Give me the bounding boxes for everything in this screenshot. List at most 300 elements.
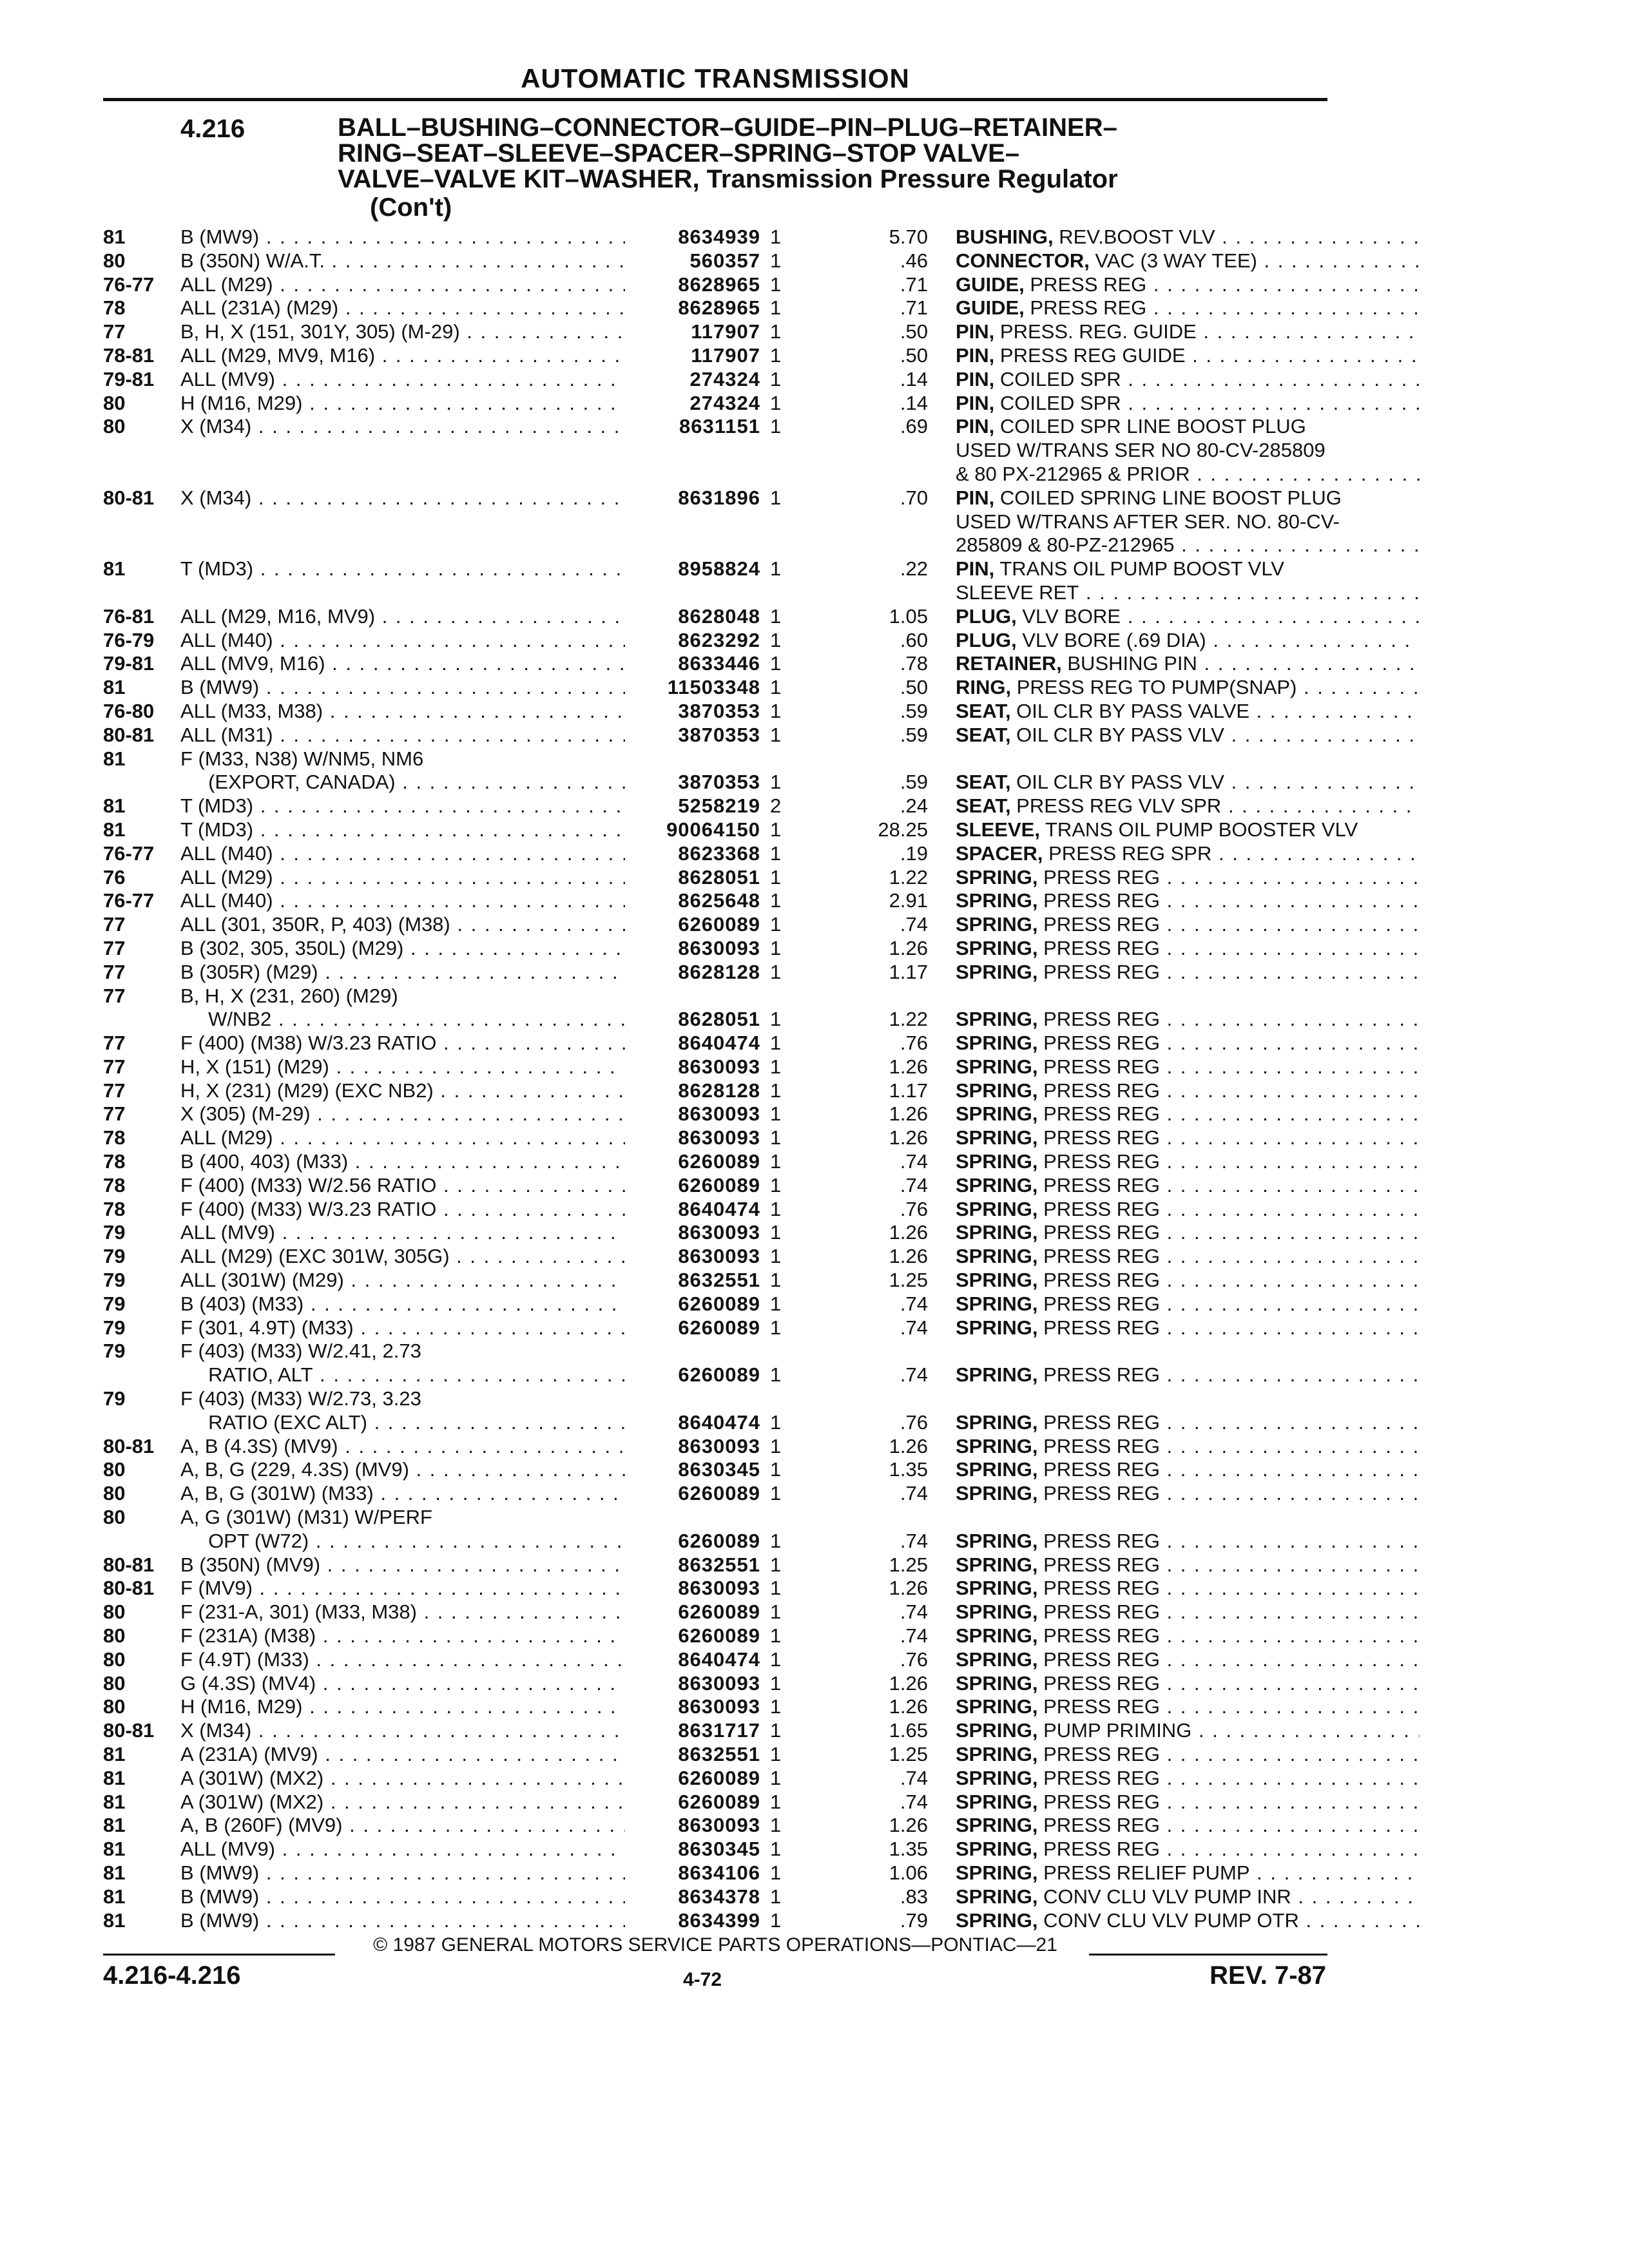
row-part-number: 8628965 bbox=[678, 296, 760, 320]
row-year: 76-81 bbox=[103, 604, 155, 628]
row-application: F (403) (M33) W/2.73, 3.23 bbox=[180, 1387, 421, 1410]
row-part-name: RING, bbox=[956, 676, 1012, 699]
row-part-number: 6260089 bbox=[678, 913, 760, 936]
row-year: 80-81 bbox=[103, 1719, 155, 1742]
row-part-detail: PRESS REG bbox=[1024, 296, 1147, 320]
row-year: 80-81 bbox=[103, 1553, 155, 1576]
row-price: 1.22 bbox=[889, 1008, 928, 1031]
row-application: A, B (260F) (MV9) . . . bbox=[180, 1814, 625, 1838]
parts-row bbox=[103, 1600, 1327, 1624]
row-part-detail: PRESS REG bbox=[1037, 889, 1160, 912]
row-quantity: 1 bbox=[770, 1624, 782, 1648]
row-quantity: 1 bbox=[770, 1434, 782, 1457]
row-year: 80 bbox=[103, 1482, 126, 1505]
section-title bbox=[338, 115, 1330, 192]
row-description bbox=[956, 629, 1420, 653]
row-description bbox=[956, 557, 1420, 581]
row-year: 76-79 bbox=[103, 628, 155, 651]
parts-row bbox=[103, 985, 1327, 1008]
section-title-line-3 bbox=[338, 166, 1330, 192]
row-part-name: SPRING, bbox=[956, 1221, 1038, 1244]
parts-row bbox=[103, 249, 1327, 273]
row-description bbox=[956, 296, 1420, 320]
row-quantity: 1 bbox=[770, 1648, 782, 1671]
row-description bbox=[956, 771, 1420, 794]
row-part-detail: COILED SPR bbox=[994, 367, 1121, 390]
row-year: 80-81 bbox=[103, 486, 155, 509]
row-part-detail: OIL CLR BY PASS VALVE bbox=[1010, 699, 1250, 722]
parts-row bbox=[103, 1221, 1327, 1245]
row-part-number: 8630093 bbox=[678, 1245, 760, 1268]
row-quantity: 1 bbox=[770, 818, 782, 841]
row-application: F (400) (M33) W/2.56 RATIO . . . bbox=[180, 1174, 625, 1198]
row-price: .74 bbox=[900, 1529, 928, 1552]
row-quantity: 1 bbox=[770, 1245, 782, 1268]
row-quantity: 1 bbox=[770, 273, 782, 296]
parts-row bbox=[103, 961, 1327, 985]
row-description bbox=[956, 866, 1420, 890]
row-part-number: 8630093 bbox=[678, 1221, 760, 1244]
row-quantity: 1 bbox=[770, 652, 782, 675]
row-part-name: SEAT, bbox=[956, 723, 1011, 746]
row-part-name: PIN, bbox=[956, 486, 995, 509]
row-part-number: 8630093 bbox=[678, 1102, 760, 1126]
row-price: 1.26 bbox=[889, 936, 928, 959]
row-application: B (MW9) . . . bbox=[180, 1885, 625, 1909]
parts-list bbox=[103, 226, 1358, 1932]
row-part-name: PLUG, bbox=[956, 604, 1017, 628]
row-year: 78 bbox=[103, 296, 126, 320]
row-application: ALL (M40) . . . bbox=[180, 842, 625, 866]
row-year: 81 bbox=[103, 1885, 126, 1908]
row-part-name: PIN, bbox=[956, 415, 995, 438]
row-quantity: 1 bbox=[770, 1908, 782, 1932]
row-application: A, B, G (301W) (M33) . . . bbox=[180, 1482, 625, 1506]
row-part-name: SPRING, bbox=[956, 1600, 1038, 1624]
row-part-name: SPRING, bbox=[956, 1885, 1038, 1908]
row-year: 79 bbox=[103, 1387, 126, 1410]
row-part-name: SPRING, bbox=[956, 1838, 1038, 1861]
row-quantity: 1 bbox=[770, 1577, 782, 1600]
row-quantity: 1 bbox=[770, 1008, 782, 1031]
row-application: X (M34) . . . bbox=[180, 486, 625, 510]
row-quantity: 1 bbox=[770, 1529, 782, 1552]
row-application: G (4.3S) (MV4) . . . bbox=[180, 1672, 625, 1696]
row-year: 79 bbox=[103, 1292, 126, 1315]
row-application: F (M33, N38) W/NM5, NM6 bbox=[180, 747, 424, 770]
row-description bbox=[956, 1126, 1420, 1150]
row-description bbox=[956, 818, 1420, 842]
row-part-number: 8633446 bbox=[678, 652, 760, 675]
parts-row bbox=[103, 1885, 1327, 1909]
row-part-number: 8632551 bbox=[678, 1743, 760, 1765]
row-application: B (MW9) . . . bbox=[180, 1909, 625, 1933]
row-part-number: 8634378 bbox=[678, 1885, 760, 1908]
row-quantity: 1 bbox=[770, 1790, 782, 1813]
parts-row bbox=[103, 1791, 1327, 1814]
row-part-name: SPRING, bbox=[956, 960, 1038, 983]
row-part-number: 8640474 bbox=[678, 1197, 760, 1220]
row-application: T (MD3) . . . bbox=[180, 794, 625, 818]
row-part-name: PIN, bbox=[956, 367, 995, 390]
row-year: 80-81 bbox=[103, 1577, 155, 1600]
row-year: 80 bbox=[103, 415, 126, 438]
row-quantity: 1 bbox=[770, 415, 782, 438]
row-part-detail: SLEEVE RET bbox=[956, 581, 1079, 604]
row-description bbox=[956, 1435, 1420, 1459]
parts-row bbox=[103, 1269, 1327, 1293]
row-application: ALL (MV9, M16) . . . bbox=[180, 652, 625, 676]
parts-row bbox=[103, 1577, 1327, 1600]
row-description bbox=[956, 1316, 1420, 1340]
row-price: 1.17 bbox=[889, 1079, 928, 1102]
row-description bbox=[956, 1055, 1420, 1079]
row-quantity: 1 bbox=[770, 1719, 782, 1742]
section-title-line-3-bold: VALVE–VALVE KIT–WASHER, bbox=[338, 165, 700, 193]
row-part-detail: PRESS REG GUIDE bbox=[994, 343, 1186, 367]
row-part-number: 8640474 bbox=[678, 1410, 760, 1434]
row-price: .22 bbox=[900, 557, 928, 581]
row-description bbox=[956, 724, 1420, 747]
parts-row bbox=[103, 889, 1327, 913]
row-part-name: SPRING, bbox=[956, 1695, 1038, 1718]
row-quantity: 1 bbox=[770, 1885, 782, 1908]
row-application: F (400) (M38) W/3.23 RATIO . . . bbox=[180, 1032, 625, 1055]
row-application: W/NB2 . . . bbox=[180, 1008, 625, 1032]
row-part-number: 274324 bbox=[689, 391, 760, 414]
row-application: A (231A) (MV9) . . . bbox=[180, 1743, 625, 1767]
row-part-detail: TRANS OIL PUMP BOOSTER VLV bbox=[1039, 818, 1358, 841]
parts-row bbox=[103, 1316, 1327, 1340]
row-description bbox=[956, 1174, 1420, 1198]
row-part-number: 3870353 bbox=[678, 771, 760, 794]
row-application: ALL (M40) . . . bbox=[180, 629, 625, 653]
row-part-name: SPRING, bbox=[956, 1008, 1038, 1031]
row-description bbox=[956, 1411, 1420, 1435]
row-description bbox=[956, 463, 1420, 486]
row-price: 1.35 bbox=[889, 1458, 928, 1481]
row-application: B (MW9) . . . bbox=[180, 676, 625, 700]
parts-row bbox=[103, 1150, 1327, 1174]
row-price: .14 bbox=[900, 367, 928, 390]
row-price: 1.26 bbox=[889, 1671, 928, 1695]
row-description bbox=[956, 605, 1420, 629]
row-part-detail: PRESS REG bbox=[1037, 960, 1160, 983]
row-price: .60 bbox=[900, 628, 928, 651]
row-part-name: SPRING, bbox=[956, 1458, 1038, 1481]
row-quantity: 1 bbox=[770, 1814, 782, 1837]
row-year: 81 bbox=[103, 747, 126, 770]
row-part-detail: PRESS REG bbox=[1037, 1150, 1160, 1173]
row-application: ALL (MV9) . . . bbox=[180, 1838, 625, 1861]
row-description bbox=[956, 1008, 1420, 1032]
row-quantity: 1 bbox=[770, 889, 782, 912]
row-price: .70 bbox=[900, 486, 928, 509]
row-part-name: PIN, bbox=[956, 391, 995, 414]
row-part-name: SPRING, bbox=[956, 1173, 1038, 1196]
row-part-number: 6260089 bbox=[678, 1529, 760, 1552]
row-price: .50 bbox=[900, 343, 928, 367]
parts-row bbox=[103, 1719, 1327, 1743]
row-application: A, B (4.3S) (MV9) . . . bbox=[180, 1435, 625, 1459]
row-year: 77 bbox=[103, 936, 126, 959]
parts-row bbox=[103, 1411, 1327, 1435]
row-quantity: 1 bbox=[770, 1316, 782, 1339]
row-application: RATIO, ALT . . . bbox=[180, 1363, 625, 1387]
row-quantity: 1 bbox=[770, 1671, 782, 1695]
row-application: ALL (M29) . . . bbox=[180, 1126, 625, 1150]
row-application: A, B, G (229, 4.3S) (MV9) . . . bbox=[180, 1458, 625, 1482]
parts-row bbox=[103, 273, 1327, 297]
parts-row bbox=[103, 510, 1340, 534]
parts-row bbox=[103, 842, 1327, 866]
row-quantity: 1 bbox=[770, 1458, 782, 1481]
row-description bbox=[956, 1838, 1420, 1861]
row-part-detail: PRESS REG bbox=[1037, 1790, 1160, 1813]
row-description bbox=[956, 1150, 1420, 1174]
row-part-number: 8630093 bbox=[678, 936, 760, 959]
row-price: .83 bbox=[900, 1885, 928, 1908]
row-part-detail: PRESS REG bbox=[1024, 273, 1147, 296]
row-quantity: 1 bbox=[770, 604, 782, 628]
row-part-name: SPRING, bbox=[956, 1529, 1038, 1552]
row-year: 77 bbox=[103, 1032, 126, 1055]
row-quantity: 1 bbox=[770, 249, 782, 272]
row-part-detail: PRESS RELIEF PUMP bbox=[1037, 1861, 1250, 1884]
row-application: B (305R) (M29) . . . bbox=[180, 961, 625, 985]
row-application: T (MD3) . . . bbox=[180, 818, 625, 842]
row-part-detail: PRESS REG bbox=[1037, 1197, 1160, 1220]
parts-row bbox=[103, 439, 1327, 463]
parts-row bbox=[103, 463, 1327, 486]
row-price: 1.26 bbox=[889, 1814, 928, 1837]
row-price: 1.35 bbox=[889, 1838, 928, 1861]
parts-row bbox=[103, 747, 1327, 771]
row-year: 77 bbox=[103, 1079, 126, 1102]
row-part-name: SPRING, bbox=[956, 1671, 1038, 1695]
row-quantity: 1 bbox=[770, 1079, 782, 1102]
section-title-line-2: RING–SEAT–SLEEVE–SPACER–SPRING–STOP VALVE– bbox=[338, 139, 1020, 168]
row-description bbox=[956, 486, 1420, 510]
row-part-number: 8630093 bbox=[678, 1434, 760, 1457]
row-description bbox=[956, 889, 1420, 913]
row-part-number: 274324 bbox=[689, 367, 760, 390]
row-part-number: 117907 bbox=[691, 320, 760, 343]
row-part-name: SPRING, bbox=[956, 1197, 1038, 1220]
row-part-detail: TRANS OIL PUMP BOOST VLV bbox=[994, 557, 1284, 581]
row-part-name: SPRING, bbox=[956, 1434, 1038, 1457]
parts-row bbox=[103, 296, 1327, 320]
row-description bbox=[956, 1032, 1420, 1055]
row-application: F (MV9) . . . bbox=[180, 1577, 625, 1600]
row-price: .76 bbox=[900, 1410, 928, 1434]
row-description bbox=[956, 1885, 1420, 1909]
row-quantity: 1 bbox=[770, 1410, 782, 1434]
row-part-number: 117907 bbox=[691, 343, 760, 367]
section-title-line-1: BALL–BUSHING–CONNECTOR–GUIDE–PIN–PLUG–RETAINER– bbox=[338, 113, 1117, 142]
row-part-name: SPRING, bbox=[956, 1150, 1038, 1173]
row-description bbox=[956, 700, 1420, 724]
row-part-detail: PRESS REG bbox=[1037, 1600, 1160, 1624]
row-price: .71 bbox=[900, 296, 928, 320]
row-part-name: RETAINER, bbox=[956, 652, 1062, 675]
row-year: 77 bbox=[103, 960, 126, 983]
row-part-name: SPRING, bbox=[956, 1079, 1038, 1102]
row-quantity: 1 bbox=[770, 1055, 782, 1078]
row-part-number: 8628128 bbox=[678, 960, 760, 983]
row-description bbox=[956, 1624, 1420, 1648]
row-year: 77 bbox=[103, 320, 126, 343]
row-part-detail: BUSHING PIN bbox=[1061, 652, 1197, 675]
row-application: ALL (301, 350R, P, 403) (M38) . . . bbox=[180, 913, 625, 937]
row-part-number: 8634106 bbox=[678, 1861, 760, 1884]
row-part-number: 8958824 bbox=[678, 557, 760, 581]
row-quantity: 1 bbox=[770, 1173, 782, 1196]
row-description bbox=[956, 510, 1420, 534]
row-description bbox=[956, 1743, 1420, 1767]
row-application: RATIO (EXC ALT) . . . bbox=[180, 1411, 625, 1435]
row-price: 1.26 bbox=[889, 1577, 928, 1600]
row-part-detail: VLV BORE (.69 DIA) bbox=[1016, 628, 1206, 651]
parts-row bbox=[103, 1482, 1327, 1506]
parts-row bbox=[103, 1814, 1327, 1838]
row-part-name: PIN, bbox=[956, 557, 995, 581]
row-part-detail: PRESS REG bbox=[1037, 1624, 1160, 1648]
row-part-name: SPRING, bbox=[956, 1269, 1038, 1292]
row-part-name: SPRING, bbox=[956, 1814, 1038, 1837]
row-application: F (4.9T) (M33) . . . bbox=[180, 1648, 625, 1672]
row-part-name: SPRING, bbox=[956, 1055, 1038, 1078]
row-part-detail: PRESS REG bbox=[1037, 1838, 1160, 1861]
parts-row bbox=[103, 1008, 1327, 1032]
row-description bbox=[956, 1269, 1420, 1293]
row-quantity: 1 bbox=[770, 841, 782, 865]
row-year: 76-77 bbox=[103, 273, 155, 296]
parts-row bbox=[103, 581, 1327, 605]
row-part-name: GUIDE, bbox=[956, 296, 1025, 320]
row-quantity: 1 bbox=[770, 1600, 782, 1624]
row-description bbox=[956, 1079, 1420, 1103]
row-part-detail: USED W/TRANS SER NO 80-CV-285809 bbox=[956, 439, 1325, 462]
row-part-number: 8631717 bbox=[678, 1719, 760, 1742]
row-part-name: SPRING, bbox=[956, 1553, 1038, 1576]
row-quantity: 1 bbox=[770, 1363, 782, 1387]
parts-row bbox=[103, 1695, 1327, 1719]
row-part-number: 8628051 bbox=[678, 1008, 760, 1031]
row-description bbox=[956, 439, 1420, 463]
section-continued: (Con't) bbox=[370, 193, 452, 222]
row-part-number: 8630093 bbox=[678, 1814, 760, 1837]
row-year: 79-81 bbox=[103, 652, 155, 675]
row-application: ALL (M29) . . . bbox=[180, 273, 625, 297]
row-part-number: 8623368 bbox=[678, 841, 760, 865]
row-description bbox=[956, 581, 1420, 605]
row-application: A (301W) (MX2) . . . bbox=[180, 1767, 625, 1791]
row-part-name: SPRING, bbox=[956, 865, 1038, 889]
row-quantity: 2 bbox=[770, 794, 782, 818]
row-part-number: 6260089 bbox=[678, 1292, 760, 1315]
row-description bbox=[956, 652, 1420, 676]
row-part-number: 560357 bbox=[689, 249, 760, 272]
row-price: .74 bbox=[900, 1363, 928, 1387]
row-part-number: 8630093 bbox=[678, 1126, 760, 1149]
row-part-name: PIN, bbox=[956, 320, 995, 343]
row-part-number: 6260089 bbox=[678, 1316, 760, 1339]
parts-row bbox=[103, 1767, 1327, 1791]
row-quantity: 1 bbox=[770, 296, 782, 320]
row-description bbox=[956, 273, 1420, 297]
row-application: ALL (301W) (M29) . . . bbox=[180, 1269, 625, 1293]
row-application: OPT (W72) . . . bbox=[180, 1530, 625, 1553]
row-part-name: SPACER, bbox=[956, 841, 1043, 865]
row-description bbox=[956, 1791, 1420, 1814]
row-description bbox=[956, 1245, 1420, 1269]
row-application: ALL (M29) . . . bbox=[180, 866, 625, 890]
footer-revision: REV. 7-87 bbox=[1210, 1961, 1326, 1990]
row-part-detail: OIL CLR BY PASS VLV bbox=[1010, 771, 1224, 794]
row-year: 81 bbox=[103, 818, 126, 841]
row-part-number: 3870353 bbox=[678, 723, 760, 746]
row-description bbox=[956, 1198, 1420, 1222]
row-price: .76 bbox=[900, 1032, 928, 1055]
row-part-detail: PRESS REG bbox=[1037, 1553, 1160, 1576]
row-year: 80 bbox=[103, 1506, 126, 1529]
row-price: .74 bbox=[900, 1790, 928, 1813]
row-description bbox=[956, 1553, 1420, 1577]
row-description bbox=[956, 226, 1420, 249]
parts-row bbox=[103, 913, 1327, 937]
row-part-detail: PRESS REG bbox=[1037, 1458, 1160, 1481]
row-quantity: 1 bbox=[770, 367, 782, 390]
row-quantity: 1 bbox=[770, 1695, 782, 1718]
row-part-name: PLUG, bbox=[956, 628, 1017, 651]
row-quantity: 1 bbox=[770, 960, 782, 983]
parts-row bbox=[103, 629, 1327, 653]
row-description bbox=[956, 1458, 1420, 1482]
row-price: 5.70 bbox=[889, 226, 928, 248]
row-application: ALL (MV9) . . . bbox=[180, 1221, 625, 1245]
row-quantity: 1 bbox=[770, 1861, 782, 1884]
row-part-number: 6260089 bbox=[678, 1624, 760, 1648]
row-application: ALL (231A) (M29) . . . bbox=[180, 296, 625, 320]
row-application: X (M34) . . . bbox=[180, 415, 625, 439]
row-price: .19 bbox=[900, 841, 928, 865]
row-price: .74 bbox=[900, 1766, 928, 1789]
parts-row bbox=[103, 937, 1327, 961]
row-part-number: 8630093 bbox=[678, 1695, 760, 1718]
row-application: H (M16, M29) . . . bbox=[180, 1695, 625, 1719]
row-price: .46 bbox=[900, 249, 928, 272]
row-year: 77 bbox=[103, 1102, 126, 1126]
row-price: .78 bbox=[900, 652, 928, 675]
row-description bbox=[956, 1530, 1420, 1553]
row-part-detail: PRESS REG bbox=[1037, 1529, 1160, 1552]
row-year: 77 bbox=[103, 984, 126, 1007]
row-application: ALL (M40) . . . bbox=[180, 889, 625, 913]
parts-row bbox=[103, 1672, 1327, 1696]
parts-row bbox=[103, 1838, 1327, 1861]
row-year: 77 bbox=[103, 913, 126, 936]
row-part-detail: PRESS REG bbox=[1037, 1316, 1160, 1339]
parts-row bbox=[103, 1648, 1327, 1672]
parts-row bbox=[103, 1055, 1327, 1079]
row-description bbox=[956, 1221, 1420, 1245]
row-part-name: SEAT, bbox=[956, 794, 1011, 818]
row-quantity: 1 bbox=[770, 1292, 782, 1315]
row-price: .74 bbox=[900, 1482, 928, 1505]
parts-row bbox=[103, 415, 1327, 439]
parts-row bbox=[103, 1506, 1327, 1530]
